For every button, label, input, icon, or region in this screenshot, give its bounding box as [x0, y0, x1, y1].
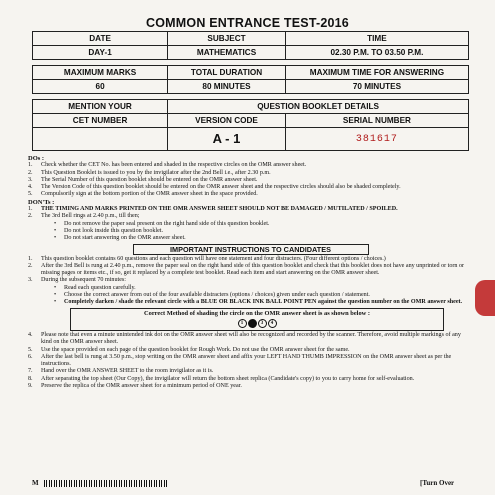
- list-item-number: 2.: [28, 213, 33, 220]
- list-item-text: During the subsequent 70 minutes:: [41, 277, 126, 284]
- sub-list-item: [28, 228, 473, 235]
- filled-circle-icon: [248, 319, 257, 328]
- bullet-icon: •: [54, 284, 57, 291]
- donts-heading: DON'Ts :: [28, 198, 55, 206]
- list-item-text: After the last bell is rung at 3.50 p.m., stop writing on the OMR answer sheet and affix your LEFT HAND THUMB IMPRESSION on the OMR answer sheet as per the instructions.: [41, 353, 452, 368]
- list-item-text: Please note that even a minute unintended ink dot on the OMR answer sheet will also be recognized and recorded by the scanner. Therefore, avoid multiple markings of any kind on the OMR answer sheet.: [41, 331, 461, 346]
- list-item-text: The 3rd Bell rings at 2.40 p.m., till then;: [41, 213, 140, 220]
- max-marks-header: MAXIMUM MARKS: [33, 66, 168, 80]
- bullet-icon: •: [54, 299, 57, 306]
- serial-number-cell: [285, 128, 468, 151]
- list-item-text: Use the space provided on each page of the question booklet for Rough Work. Do not use the OMR answer sheet for the same.: [41, 346, 350, 353]
- time-value: 02.30 P.M. TO 03.50 P.M.: [285, 46, 468, 60]
- list-item-text: Check whether the CET No. has been entered and shaded in the respective circles on the OMR answer sheet.: [41, 162, 307, 169]
- cet-number-box[interactable]: [33, 128, 168, 151]
- sub-list-item: [28, 292, 473, 299]
- instructions-sublist: [28, 285, 473, 307]
- max-marks-value: 60: [33, 80, 168, 94]
- date-value: DAY-1: [33, 46, 168, 60]
- donts-sublist: [28, 221, 473, 243]
- instructions-list-2: [28, 332, 473, 390]
- list-item-number: 4.: [28, 184, 33, 191]
- list-item: [28, 162, 473, 169]
- paper-seal-stamp: [475, 280, 495, 316]
- time-header: TIME: [285, 32, 468, 46]
- list-item-text: After separating the top sheet (Our Copy), the invigilator will return the bottom sheet replica (Candidate's copy) to you to carry home for self-evaluation.: [41, 375, 415, 382]
- sub-list-item: [28, 221, 473, 228]
- list-item-number: 2.: [28, 262, 33, 269]
- booklet-details-header: QUESTION BOOKLET DETAILS: [168, 100, 469, 114]
- instructions-body: [28, 155, 473, 390]
- list-item: [28, 347, 473, 354]
- serial-number-value: 381617: [355, 133, 398, 145]
- sub-list-item-text: Do not start answering on the OMR answer sheet.: [64, 235, 186, 242]
- list-item-number: 3.: [28, 176, 33, 183]
- sub-list-item: [28, 285, 473, 292]
- list-item-number: 3.: [28, 277, 33, 284]
- serial-number-label: SERIAL NUMBER: [285, 114, 468, 128]
- bullet-icon: •: [54, 220, 57, 227]
- shading-example-box: [70, 308, 444, 331]
- cet-number-label-2: CET NUMBER: [33, 114, 168, 128]
- version-code-label: VERSION CODE: [168, 114, 286, 128]
- list-item-text: The Version Code of this question booklet should be entered on the OMR answer sheet and the respective circles should also be shaded completely.: [41, 184, 401, 191]
- list-item: [28, 213, 473, 220]
- list-item-text: Hand over the OMR ANSWER SHEET to the room invigilator as it is.: [41, 368, 214, 375]
- list-item: [28, 376, 473, 383]
- cet-label-line1: MENTION YOUR: [68, 101, 132, 111]
- list-item-number: 9.: [28, 383, 33, 390]
- barcode: [44, 480, 169, 487]
- list-item-text: This Question Booklet is issued to you by the invigilator after the 2nd Bell i.e., after 2.30 p.m.: [41, 169, 271, 176]
- sub-list-item-text: Do not look inside this question booklet.: [64, 227, 164, 234]
- list-item-number: 1.: [28, 255, 33, 262]
- list-item-number: 5.: [28, 346, 33, 353]
- subject-value: MATHEMATICS: [168, 46, 286, 60]
- list-item-text: The Serial Number of this question booklet should be entered on the OMR answer sheet.: [41, 176, 258, 183]
- list-item-text: THE TIMING AND MARKS PRINTED ON THE OMR ANSWER SHEET SHOULD NOT BE DAMAGED / MUTILATED / SPOILED.: [41, 206, 398, 213]
- list-item: [28, 256, 473, 263]
- exam-details-table: [32, 31, 469, 151]
- list-item-number: 2.: [28, 169, 33, 176]
- list-item: [28, 368, 473, 375]
- option-circle-icon: 4: [268, 319, 277, 328]
- donts-list: [28, 206, 473, 221]
- list-item-number: 4.: [28, 331, 33, 338]
- list-item: [28, 170, 473, 177]
- dos-list: [28, 162, 473, 198]
- list-item-text: Preserve the replica of the OMR answer sheet for a minimum period of ONE year.: [41, 383, 242, 390]
- instructions-list-1: [28, 256, 473, 285]
- bullet-icon: •: [54, 235, 57, 242]
- sub-list-item-text: Choose the correct answer from out of the four available distracters (options / choices) given under each question / statement.: [64, 292, 370, 299]
- option-circle-icon: 3: [258, 319, 267, 328]
- list-item: [28, 332, 473, 347]
- list-item: [28, 354, 473, 369]
- max-time-value: 70 MINUTES: [285, 80, 468, 94]
- list-item-number: 8.: [28, 375, 33, 382]
- sub-list-item-text: Do not remove the paper seal present on the right hand side of this question booklet.: [64, 220, 270, 227]
- list-item-text: This question booklet contains 60 questions and each question will have one statement and four distracters. (Four different options / choices.): [41, 255, 386, 262]
- list-item: [28, 206, 473, 213]
- cet-number-label: [33, 100, 168, 114]
- bullet-icon: •: [54, 227, 57, 234]
- date-header: DATE: [33, 32, 168, 46]
- shading-example-circles: [71, 319, 443, 328]
- list-item: [28, 263, 473, 278]
- list-item: [28, 383, 473, 390]
- important-instructions-heading: IMPORTANT INSTRUCTIONS TO CANDIDATES: [133, 244, 369, 255]
- page-title: COMMON ENTRANCE TEST-2016: [146, 16, 349, 30]
- version-code-value: A - 1: [168, 128, 286, 151]
- list-item-number: 6.: [28, 353, 33, 360]
- dos-heading: DOs :: [28, 155, 45, 162]
- turn-over-label: [Turn Over: [420, 479, 455, 487]
- sub-list-item: [28, 299, 473, 306]
- list-item-number: 1.: [28, 162, 33, 169]
- subject-header: SUBJECT: [168, 32, 286, 46]
- max-time-header: MAXIMUM TIME FOR ANSWERING: [285, 66, 468, 80]
- list-item: [28, 277, 473, 284]
- total-duration-header: TOTAL DURATION: [168, 66, 286, 80]
- option-circle-icon: 1: [238, 319, 247, 328]
- sub-list-item: [28, 235, 473, 242]
- list-item-text: Compulsorily sign at the bottom portion of the OMR answer sheet in the space provided.: [41, 191, 258, 198]
- list-item-number: 5.: [28, 191, 33, 198]
- bullet-icon: •: [54, 292, 57, 299]
- list-item-number: 1.: [28, 206, 33, 213]
- total-duration-value: 80 MINUTES: [168, 80, 286, 94]
- version-letter: M: [32, 479, 39, 487]
- sub-list-item-text: Read each question carefully.: [64, 284, 136, 291]
- list-item-text: After the 3rd Bell is rung at 2.40 p.m., remove the paper seal on the right hand side of this question booklet and check that this booklet does not have any unprinted or torn or missing pages or items etc., if so, get it replaced by a complete test booklet. Read each item and start answering on the OMR answer sheet.: [41, 262, 465, 277]
- list-item: [28, 191, 473, 198]
- list-item-number: 7.: [28, 368, 33, 375]
- shading-caption: Correct Method of shading the circle on the OMR answer sheet is as shown below :: [144, 309, 370, 317]
- sub-list-item-text: Completely darken / shade the relevant circle with a BLUE OR BLACK INK BALL POINT PEN against the question number on the OMR answer sheet.: [64, 299, 463, 306]
